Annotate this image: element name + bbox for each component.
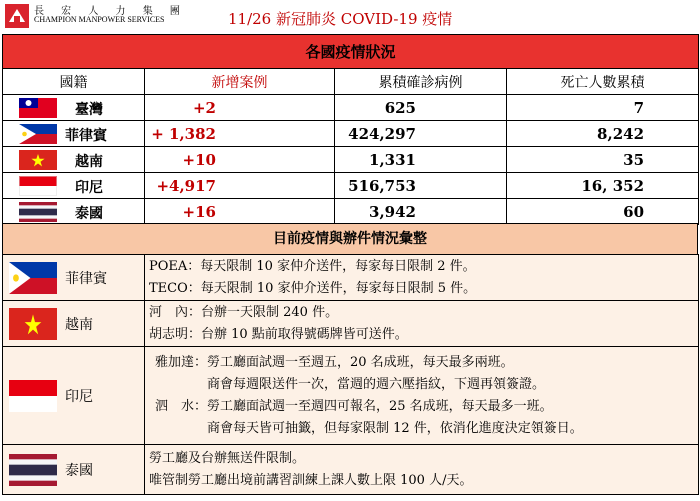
philippines-flag-icon [9, 262, 57, 294]
country-name: 泰國 [75, 206, 103, 222]
table-row [3, 255, 699, 301]
table-row [3, 147, 699, 173]
philippines-flag-icon [19, 124, 57, 144]
vietnam-flag-icon [19, 150, 57, 170]
total-deaths: 7 [507, 95, 699, 121]
rule-line: 唯管制勞工廳出境前講習訓練上課人數上限 100 人/天。 [149, 472, 473, 488]
new-cases: + 1,382 [145, 121, 335, 147]
total-deaths: 60 [507, 199, 699, 225]
country-name: 印尼 [65, 389, 93, 405]
total-cases: 424,297 [335, 121, 507, 147]
total-cases: 1,331 [335, 147, 507, 173]
column-header: 死亡人數累積 [507, 69, 699, 95]
section-caption: 目前疫情與辦件情況彙整 [2, 223, 698, 256]
rule-line: 勞工廳及台辦無送件限制。 [149, 450, 306, 466]
thailand-flag-icon [9, 454, 57, 486]
total-cases: 3,942 [335, 199, 507, 225]
rule-line: POEA：每天限制 10 家仲介送件，每家每日限制 2 件。 [149, 258, 476, 274]
table-caption: 各國疫情狀況 [3, 35, 699, 69]
table-row [3, 347, 699, 445]
rule-line: 商會每天皆可抽籤，但每家限制 12 件，依消化進度決定領簽日。 [155, 420, 583, 436]
vietnam-flag-icon [9, 308, 57, 340]
table-row [3, 301, 699, 347]
taiwan-flag-icon [19, 98, 57, 118]
rule-line: 商會每週限送件一次，當週的週六壓指紋，下週再領簽證。 [155, 376, 546, 392]
company-name-cn: 長 宏 人 力 集 團 [34, 6, 187, 17]
total-cases: 625 [335, 95, 507, 121]
rule-line: 胡志明：台辦 10 點前取得號碼牌皆可送件。 [149, 326, 408, 342]
rule-line: 河 內：台辦一天限制 240 件。 [149, 304, 339, 320]
country-status-table [2, 34, 699, 225]
country-name: 臺灣 [75, 102, 103, 118]
column-header: 新增案例 [145, 69, 335, 95]
country-name: 泰國 [65, 463, 93, 479]
rule-line: 泗 水：勞工廳面試週一至週四可報名，25 名成班，每天最多一班。 [155, 398, 553, 414]
country-name: 越南 [75, 154, 103, 170]
table-row [3, 121, 699, 147]
table-row [3, 95, 699, 121]
table-row [3, 445, 699, 495]
country-name: 印尼 [75, 180, 103, 196]
page-title: 11/26 新冠肺炎 COVID-19 疫情 [228, 10, 453, 28]
total-deaths: 16, 352 [507, 173, 699, 199]
company-logo [4, 3, 30, 29]
country-name: 越南 [65, 317, 93, 333]
total-deaths: 8,242 [507, 121, 699, 147]
rule-line: 雅加達：勞工廳面試週一至週五，20 名成班，每天最多兩班。 [155, 354, 514, 370]
total-deaths: 35 [507, 147, 699, 173]
column-header: 累積確診病例 [335, 69, 507, 95]
rule-line: TECO：每天限制 10 家仲介送件，每家每日限制 5 件。 [149, 280, 477, 296]
indonesia-flag-icon [9, 380, 57, 412]
new-cases: +4,917 [145, 173, 335, 199]
page-header [0, 0, 700, 34]
new-cases: +10 [145, 147, 335, 173]
table-row [3, 199, 699, 225]
company-name-en: CHAMPION MANPOWER SERVICES [34, 15, 165, 24]
indonesia-flag-icon [19, 176, 57, 196]
new-cases: +2 [145, 95, 335, 121]
column-header: 國籍 [3, 69, 145, 95]
country-name: 菲律賓 [65, 128, 107, 144]
table-row [3, 173, 699, 199]
country-name: 菲律賓 [65, 271, 107, 287]
total-cases: 516,753 [335, 173, 507, 199]
thailand-flag-icon [19, 202, 57, 222]
new-cases: +16 [145, 199, 335, 225]
processing-status-table [2, 254, 699, 495]
